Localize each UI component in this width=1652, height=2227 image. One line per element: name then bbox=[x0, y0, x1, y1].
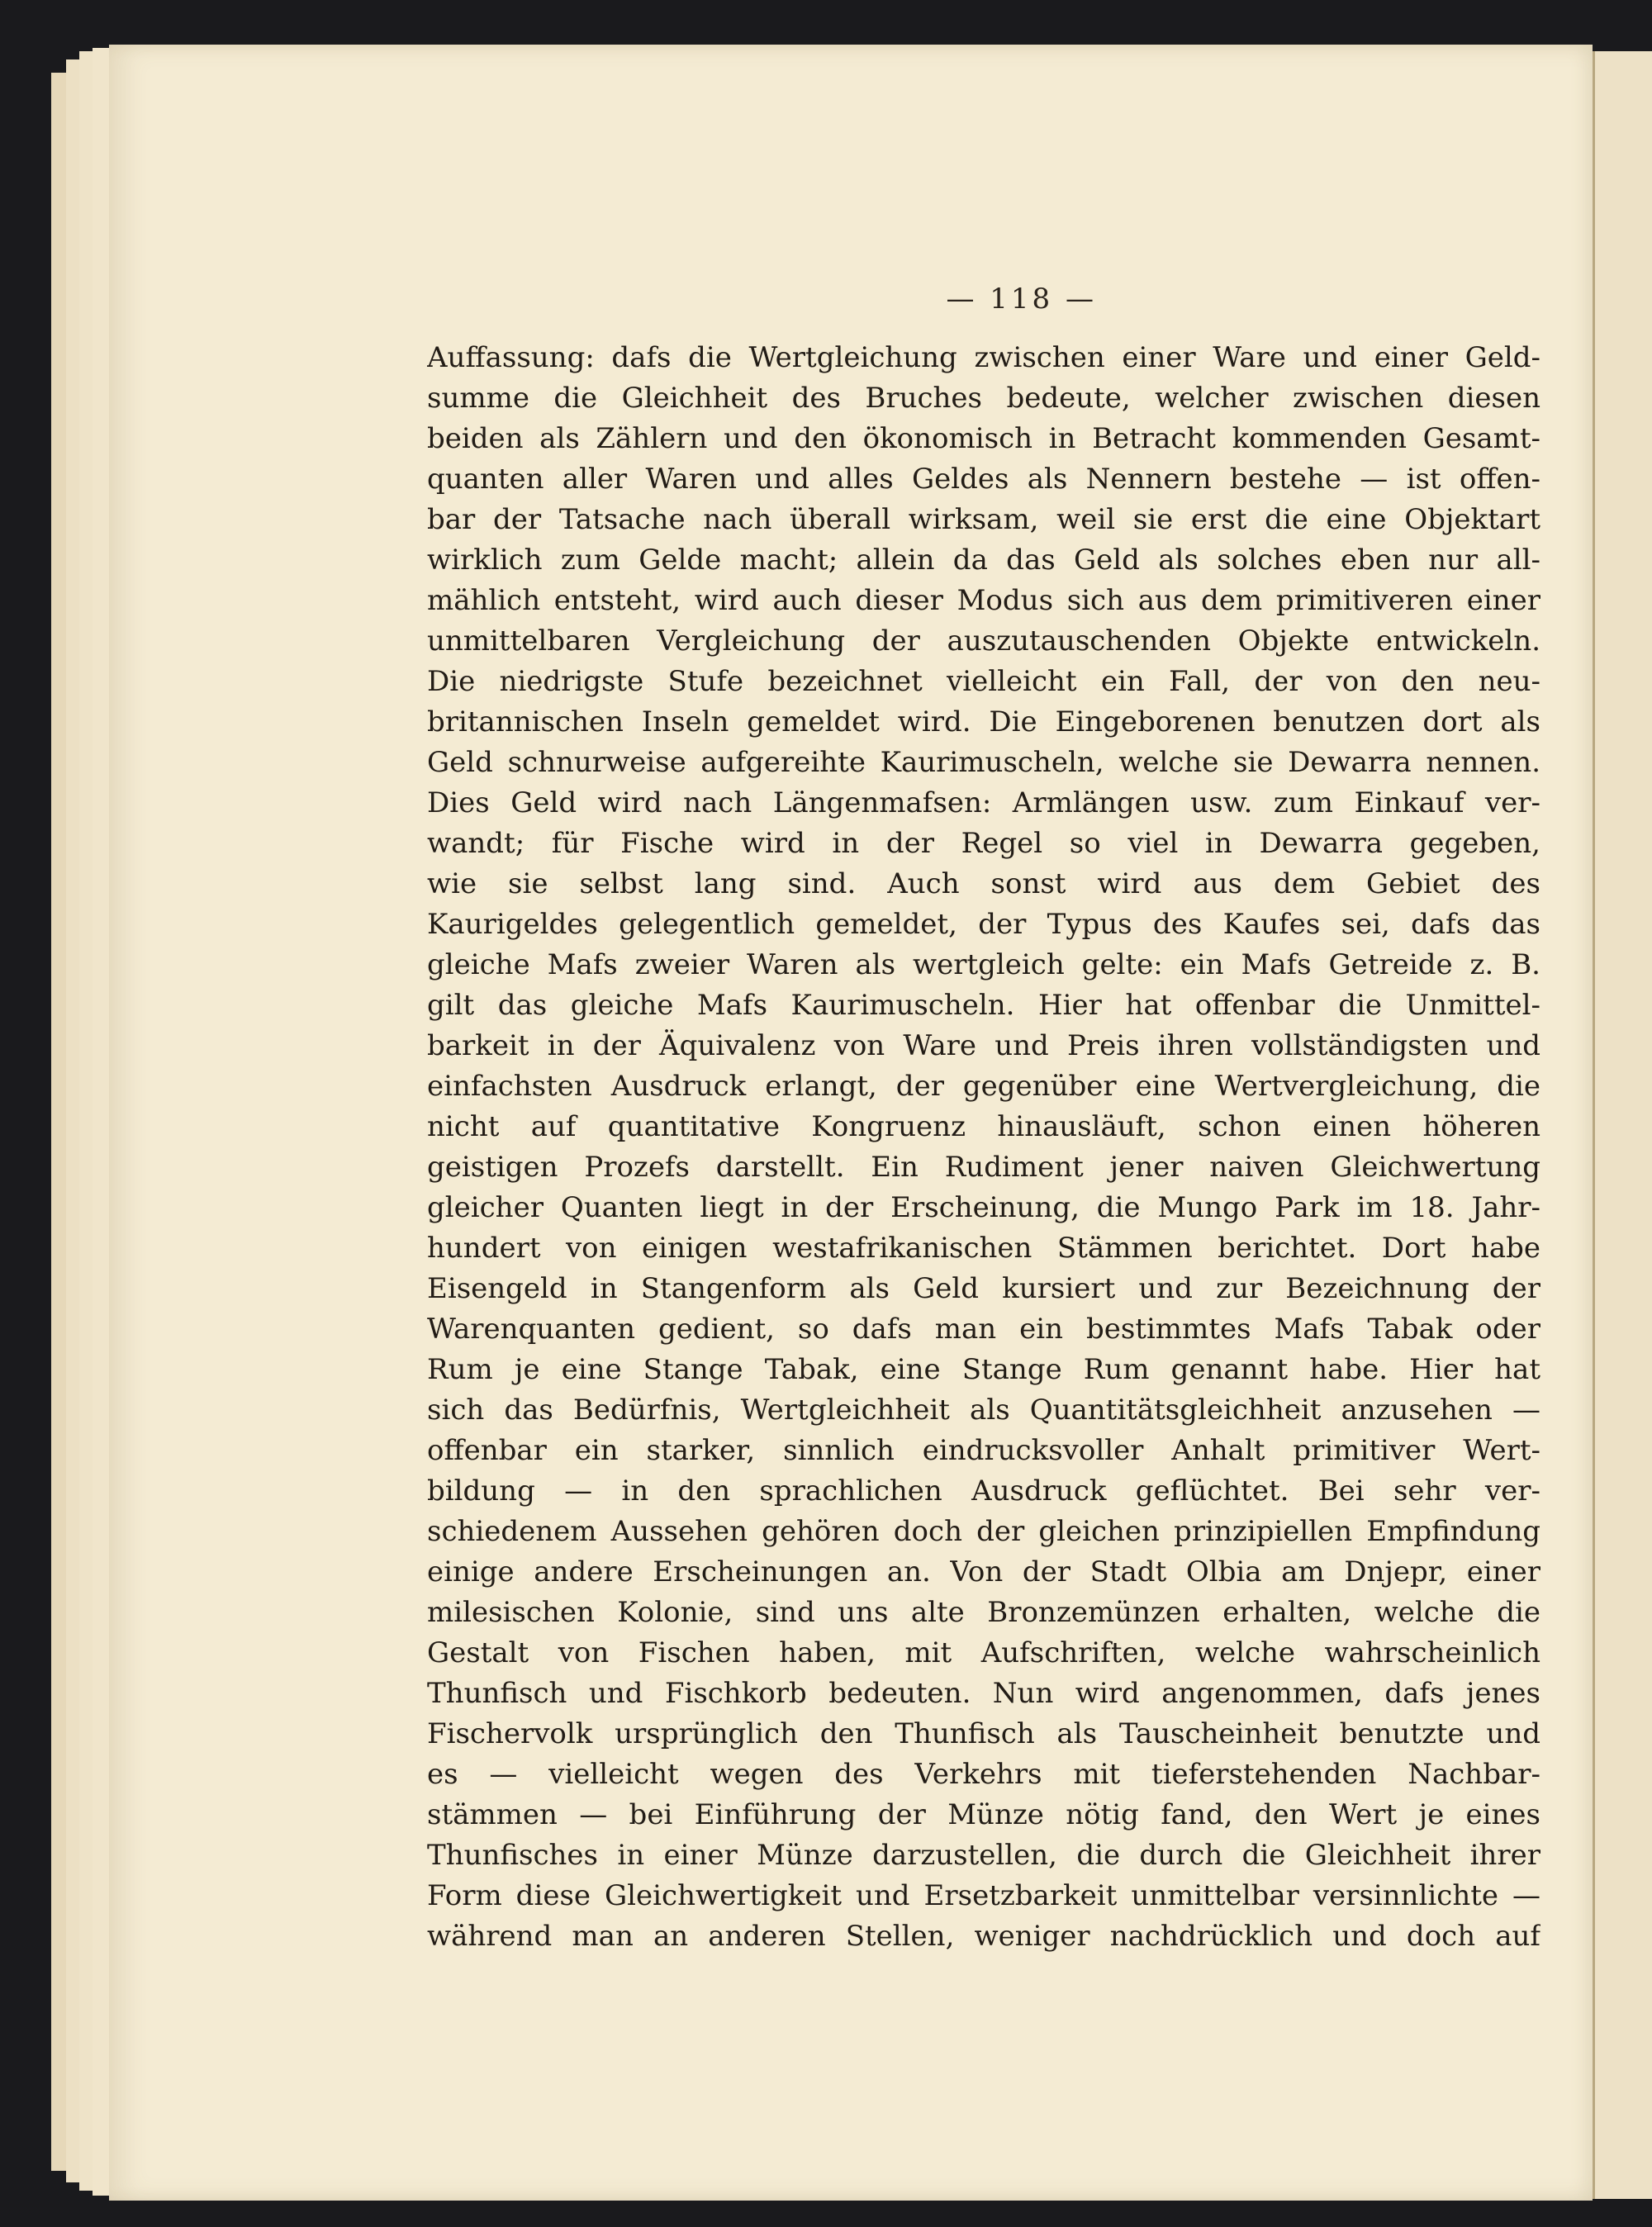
text-line: wandt; für Fische wird in der Regel so viel in Dewarra gegeben, bbox=[427, 827, 1540, 860]
text-line: Auffassung: dafs die Wertgleichung zwischen einer Ware und einer Geld- bbox=[427, 341, 1540, 374]
text-line: Thunfisches in einer Münze darzustellen, die durch die Gleichheit ihrer bbox=[427, 1839, 1540, 1872]
text-line: Fischervolk ursprünglich den Thunfisch als Tauscheinheit benutzte und bbox=[427, 1717, 1540, 1750]
text-line: mählich entsteht, wird auch dieser Modus sich aus dem primitiveren einer bbox=[427, 584, 1540, 617]
text-line: Eisengeld in Stangenform als Geld kursiert und zur Bezeichnung der bbox=[427, 1272, 1540, 1305]
text-line: Geld schnurweise aufgereihte Kaurimuscheln, welche sie Dewarra nennen. bbox=[427, 746, 1540, 779]
text-line: beiden als Zählern und den ökonomisch in Betracht kommenden Gesamt- bbox=[427, 422, 1540, 455]
text-line: barkeit in der Äquivalenz von Ware und Preis ihren vollständigsten und bbox=[427, 1029, 1540, 1062]
text-line: Die niedrigste Stufe bezeichnet vielleicht ein Fall, der von den neu- bbox=[427, 665, 1540, 698]
text-line: stämmen — bei Einführung der Münze nötig fand, den Wert je eines bbox=[427, 1798, 1540, 1831]
text-line: es — vielleicht wegen des Verkehrs mit tieferstehenden Nachbar- bbox=[427, 1758, 1540, 1791]
text-line: wie sie selbst lang sind. Auch sonst wird aus dem Gebiet des bbox=[427, 867, 1540, 900]
text-line: britannischen Inseln gemeldet wird. Die Eingeborenen benutzen dort als bbox=[427, 705, 1540, 738]
body-text bbox=[427, 338, 1540, 1957]
text-line: summe die Gleichheit des Bruches bedeute, welcher zwischen diesen bbox=[427, 382, 1540, 415]
text-line: bildung — in den sprachlichen Ausdruck geflüchtet. Bei sehr ver- bbox=[427, 1474, 1540, 1508]
text-line: gleiche Mafs zweier Waren als wertgleich gelte: ein Mafs Getreide z. B. bbox=[427, 948, 1540, 981]
page-number: — 118 — bbox=[946, 283, 1097, 316]
text-line: Form diese Gleichwertigkeit und Ersetzbarkeit unmittelbar versinnlichte — bbox=[427, 1879, 1540, 1912]
text-line: einfachsten Ausdruck erlangt, der gegenüber eine Wertvergleichung, die bbox=[427, 1070, 1540, 1103]
text-line: Thunfisch und Fischkorb bedeuten. Nun wird angenommen, dafs jenes bbox=[427, 1677, 1540, 1710]
text-line: sich das Bedürfnis, Wertgleichheit als Quantitätsgleichheit anzusehen — bbox=[427, 1394, 1540, 1427]
text-line: unmittelbaren Vergleichung der auszutauschenden Objekte entwickeln. bbox=[427, 624, 1540, 658]
book-page bbox=[109, 45, 1593, 2201]
text-line: gleicher Quanten liegt in der Erscheinung, die Mungo Park im 18. Jahr- bbox=[427, 1191, 1540, 1224]
text-line: nicht auf quantitative Kongruenz hinausläuft, schon einen höheren bbox=[427, 1110, 1540, 1143]
text-line: offenbar ein starker, sinnlich eindrucksvoller Anhalt primitiver Wert- bbox=[427, 1434, 1540, 1467]
text-line: einige andere Erscheinungen an. Von der Stadt Olbia am Dnjepr, einer bbox=[427, 1555, 1540, 1588]
text-line: geistigen Prozefs darstellt. Ein Rudiment jener naiven Gleichwertung bbox=[427, 1151, 1540, 1184]
text-line: Rum je eine Stange Tabak, eine Stange Rum genannt habe. Hier hat bbox=[427, 1353, 1540, 1386]
text-line: bar der Tatsache nach überall wirksam, weil sie erst die eine Objektart bbox=[427, 503, 1540, 536]
text-line: gilt das gleiche Mafs Kaurimuscheln. Hier hat offenbar die Unmittel- bbox=[427, 989, 1540, 1022]
next-page-edge bbox=[1593, 51, 1652, 2199]
text-line: Kaurigeldes gelegentlich gemeldet, der Typus des Kaufes sei, dafs das bbox=[427, 908, 1540, 941]
text-line: Dies Geld wird nach Längenmafsen: Armlängen usw. zum Einkauf ver- bbox=[427, 786, 1540, 819]
text-line: schiedenem Aussehen gehören doch der gleichen prinzipiellen Empfindung bbox=[427, 1515, 1540, 1548]
text-line: Gestalt von Fischen haben, mit Aufschriften, welche wahrscheinlich bbox=[427, 1636, 1540, 1669]
text-line: quanten aller Waren und alles Geldes als Nennern bestehe — ist offen- bbox=[427, 463, 1540, 496]
text-line: hundert von einigen westafrikanischen Stämmen berichtet. Dort habe bbox=[427, 1232, 1540, 1265]
text-line: wirklich zum Gelde macht; allein da das Geld als solches eben nur all- bbox=[427, 544, 1540, 577]
text-line: milesischen Kolonie, sind uns alte Bronzemünzen erhalten, welche die bbox=[427, 1596, 1540, 1629]
text-line: Warenquanten gedient, so dafs man ein bestimmtes Mafs Tabak oder bbox=[427, 1313, 1540, 1346]
text-line: während man an anderen Stellen, weniger nachdrücklich und doch auf bbox=[427, 1920, 1540, 1953]
